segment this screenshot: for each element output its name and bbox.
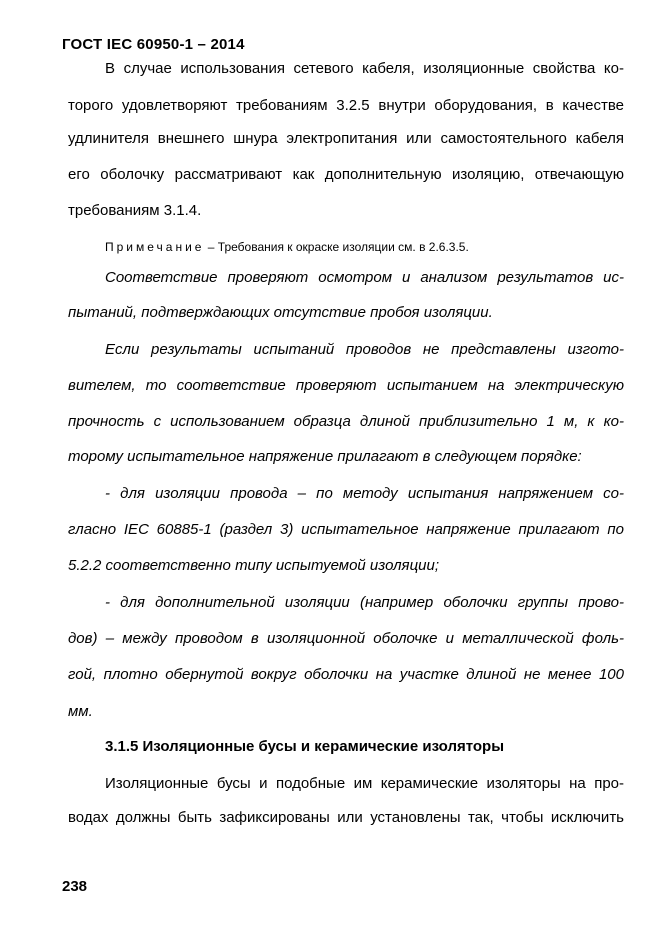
text-line: водах должны быть зафиксированы или установлены так, чтобы исключить xyxy=(68,809,624,826)
text-line: прочность с использованием образца длиной приблизительно 1 м, к ко- xyxy=(68,413,624,430)
text-line: гласно IEC 60885-1 (раздел 3) испытательное напряжение прилагают по xyxy=(68,521,624,538)
text-line: Изоляционные бусы и подобные им керамические изоляторы на про- xyxy=(105,775,624,792)
text-line: 5.2.2 соответственно типу испытуемой изоляции; xyxy=(68,557,439,574)
text-line: - для изоляции провода – по методу испытания напряжением со- xyxy=(105,485,624,502)
text-line: удлинителя внешнего шнура электропитания или самостоятельного кабеля xyxy=(68,130,624,147)
section-heading: 3.1.5 Изоляционные бусы и керамические изоляторы xyxy=(105,738,505,755)
text-line: вителем, то соответствие проверяют испытанием на электрическую xyxy=(68,377,624,394)
text-line: Соответствие проверяют осмотром и анализом результатов ис- xyxy=(105,269,624,286)
text-line: дов) – между проводом в изоляционной оболочке и металлической фоль- xyxy=(68,630,624,647)
text-line: торому испытательное напряжение прилагают в следующем порядке: xyxy=(68,448,582,465)
text-line: требованиям 3.1.4. xyxy=(68,202,202,219)
text-line: гой, плотно обернутой вокруг оболочки на участке длиной не менее 100 xyxy=(68,666,624,683)
page-number: 238 xyxy=(62,878,88,895)
text-line: - для дополнительной изоляции (например оболочки группы прово- xyxy=(105,594,624,611)
text-line: мм. xyxy=(68,703,93,720)
text-line: пытаний, подтверждающих отсутствие пробоя изоляции. xyxy=(68,304,493,321)
document-header: ГОСТ IEC 60950-1 – 2014 xyxy=(62,36,245,53)
text-line: В случае использования сетевого кабеля, изоляционные свойства ко- xyxy=(105,60,624,77)
note-text: – Требования к окраске изоляции см. в 2.6.3.5. xyxy=(204,240,469,254)
text-line: торого удовлетворяют требованиям 3.2.5 внутри оборудования, в качестве xyxy=(68,97,624,114)
text-line: Если результаты испытаний проводов не представлены изгото- xyxy=(105,341,624,358)
note-label: Примечание xyxy=(105,240,205,254)
text-line: его оболочку рассматривают как дополнительную изоляцию, отвечающую xyxy=(68,166,624,183)
note xyxy=(105,238,661,256)
